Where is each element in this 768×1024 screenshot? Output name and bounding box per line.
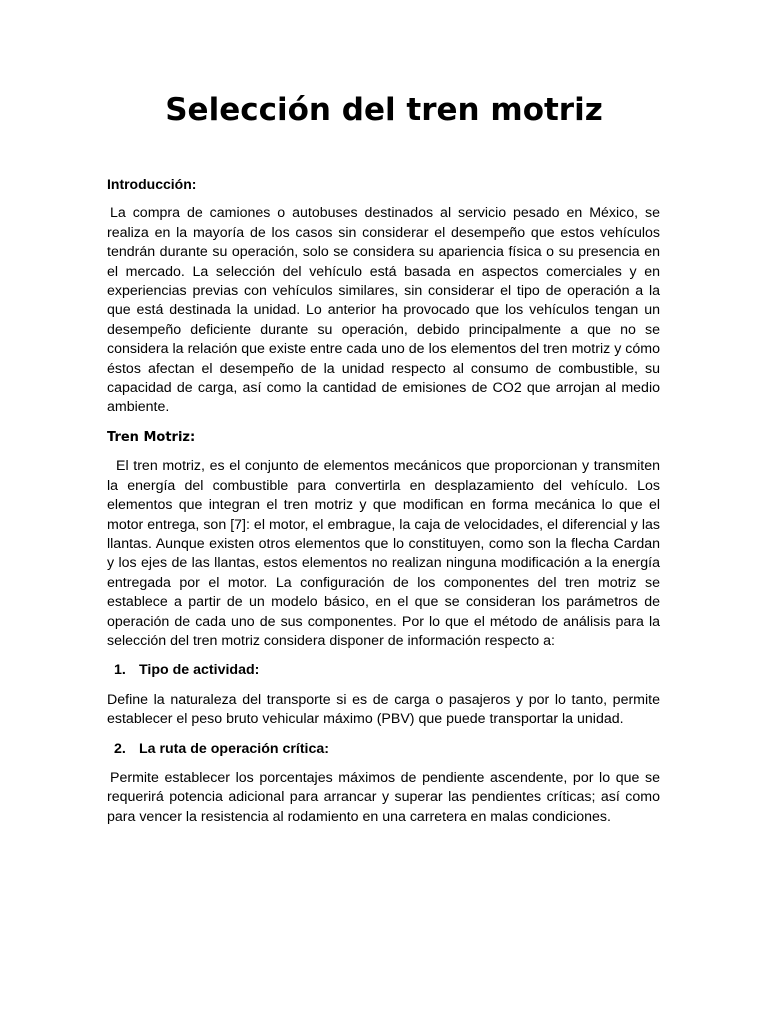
document-body [107, 175, 660, 837]
list-item-heading-1 [107, 661, 660, 680]
list-item-number: 2. [114, 740, 126, 757]
intro-paragraph: La compra de camiones o autobuses destinados al servicio pesado en México, se realiza en la mayoría de los casos sin considerar el desempeño que estos vehículos tendrán durante su operación, solo se considera su apariencia física o su presencia en el mercado. La selección del vehículo está basada en aspectos comerciales y en experiencias previas con vehículos similares, sin considerar el tipo de operación a la que está destinada la unidad. Lo anterior ha provocado que los vehículos tengan un desempeño deficiente durante su operación, debido principalmente a que no se considera la relación que existe entre cada uno de los elementos del tren motriz y cómo éstos afectan el desempeño de la unidad respecto al consumo de combustible, su capacidad de carga, así como la cantidad de emisiones de CO2 que arrojan al medio ambiente. [107, 205, 660, 416]
tren-motriz-heading: Tren Motriz: [107, 429, 196, 445]
list-item-paragraph-1: Define la naturaleza del transporte si es de carga o pasajeros y por lo tanto, permite establecer el peso bruto vehicular máximo (PBV) que puede transportar la unidad. [107, 691, 660, 728]
page-title: Selección del tren motriz [165, 92, 603, 128]
list-item-title: Tipo de actividad: [139, 662, 260, 679]
list-item-paragraph-2: Permite establecer los porcentajes máximos de pendiente ascendente, por lo que se requerirá potencia adicional para arrancar y superar las pendientes críticas; así como para vencer la resistencia al rodamiento en una carretera en malas condiciones. [107, 769, 660, 825]
list-item-number: 1. [114, 662, 126, 679]
list-item-title: La ruta de operación crítica: [139, 740, 330, 757]
tren-motriz-paragraph: El tren motriz, es el conjunto de elementos mecánicos que proporcionan y transmiten la energía del combustible para convertirla en desplazamiento del vehículo. Los elementos que integran el tren motriz y que modifican en forma mecánica lo que el motor entrega, son [7]: el motor, el embrague, la caja de velocidades, el diferencial y las llantas. Aunque existen otros elementos que lo constituyen, como son la flecha Cardan y los ejes de las llantas, estos elementos no realizan ninguna modificación a la energía entregada por el motor. La configuración de los componentes del tren motriz se establece a partir de un modelo básico, en el que se consideran los parámetros de operación de cada uno de sus componentes. Por lo que el método de análisis para la selección del tren motriz considera disponer de información respecto a: [107, 458, 660, 649]
list-item-heading-2 [107, 740, 660, 759]
intro-heading: Introducción: [107, 176, 197, 192]
